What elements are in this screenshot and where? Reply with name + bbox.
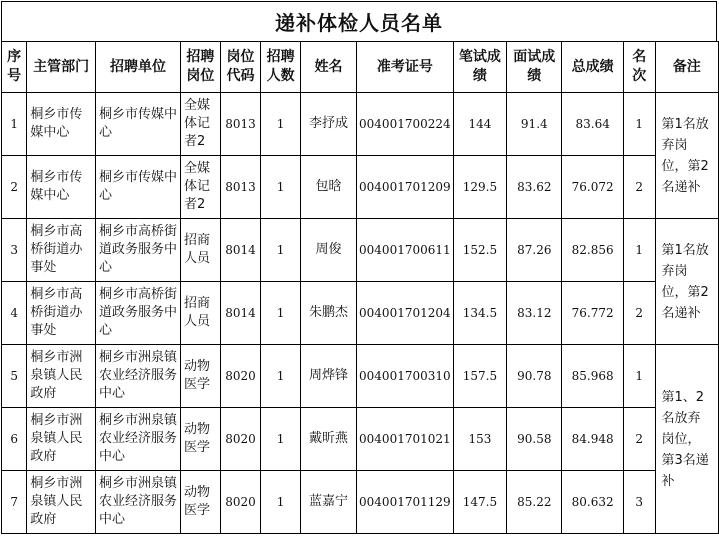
cell-name: 戴昕燕: [300, 408, 356, 471]
cell-code: 8014: [220, 282, 260, 345]
header-written: 笔试成绩: [453, 42, 506, 93]
header-dept: 主管部门: [27, 42, 96, 93]
cell-code: 8014: [220, 219, 260, 282]
cell-exam-id: 004001700310: [357, 345, 454, 408]
cell-count: 1: [261, 345, 301, 408]
candidate-table: [1, 41, 719, 534]
cell-no: 3: [2, 219, 27, 282]
cell-count: 1: [261, 471, 301, 534]
cell-rank: 2: [623, 156, 655, 219]
cell-rank: 1: [623, 93, 655, 156]
cell-unit: 桐乡市传媒中心: [96, 93, 181, 156]
cell-code: 8020: [220, 408, 260, 471]
cell-dept: 桐乡市传媒中心: [27, 93, 96, 156]
cell-total: 85.968: [562, 345, 623, 408]
cell-post: 招商人员: [180, 282, 220, 345]
cell-dept: 桐乡市高桥街道办事处: [27, 219, 96, 282]
cell-name: 周俊: [300, 219, 356, 282]
header-exam-id: 准考证号: [357, 42, 454, 93]
cell-post: 全媒体记者2: [180, 93, 220, 156]
table-row: [2, 408, 719, 471]
cell-no: 1: [2, 93, 27, 156]
header-name: 姓名: [300, 42, 356, 93]
cell-written: 129.5: [453, 156, 506, 219]
table-row: [2, 345, 719, 408]
cell-total: 76.072: [562, 156, 623, 219]
cell-exam-id: 004001701204: [357, 282, 454, 345]
cell-code: 8013: [220, 156, 260, 219]
cell-dept: 桐乡市洲泉镇人民政府: [27, 471, 96, 534]
cell-count: 1: [261, 408, 301, 471]
cell-count: 1: [261, 156, 301, 219]
cell-name: 李抒成: [300, 93, 356, 156]
header-interview: 面试成绩: [507, 42, 562, 93]
header-rank: 名次: [623, 42, 655, 93]
cell-total: 80.632: [562, 471, 623, 534]
cell-total: 82.856: [562, 219, 623, 282]
cell-no: 6: [2, 408, 27, 471]
cell-exam-id: 004001701209: [357, 156, 454, 219]
cell-name: 蓝嘉宁: [300, 471, 356, 534]
table-row: [2, 219, 719, 282]
cell-interview: 83.12: [507, 282, 562, 345]
cell-interview: 91.4: [507, 93, 562, 156]
cell-no: 4: [2, 282, 27, 345]
cell-note: 第1名放弃岗位，第2名递补: [655, 219, 718, 345]
cell-total: 83.64: [562, 93, 623, 156]
cell-interview: 83.62: [507, 156, 562, 219]
cell-interview: 87.26: [507, 219, 562, 282]
cell-rank: 3: [623, 471, 655, 534]
cell-written: 152.5: [453, 219, 506, 282]
cell-rank: 2: [623, 408, 655, 471]
table-row: [2, 93, 719, 156]
cell-interview: 90.58: [507, 408, 562, 471]
table-header-row: [2, 42, 719, 93]
cell-written: 144: [453, 93, 506, 156]
cell-total: 84.948: [562, 408, 623, 471]
cell-no: 2: [2, 156, 27, 219]
cell-count: 1: [261, 93, 301, 156]
header-code: 岗位代码: [220, 42, 260, 93]
cell-exam-id: 004001701021: [357, 408, 454, 471]
header-count: 招聘人数: [261, 42, 301, 93]
cell-unit: 桐乡市传媒中心: [96, 156, 181, 219]
header-total: 总成绩: [562, 42, 623, 93]
header-no: 序号: [2, 42, 27, 93]
cell-unit: 桐乡市高桥街道政务服务中心: [96, 219, 181, 282]
cell-unit: 桐乡市洲泉镇农业经济服务中心: [96, 471, 181, 534]
cell-unit: 桐乡市高桥街道政务服务中心: [96, 282, 181, 345]
cell-name: 周烨锋: [300, 345, 356, 408]
page-title: 递补体检人员名单: [1, 1, 717, 41]
cell-code: 8020: [220, 345, 260, 408]
cell-written: 157.5: [453, 345, 506, 408]
cell-post: 动物医学: [180, 408, 220, 471]
cell-note: 第1名放弃岗位，第2名递补: [655, 93, 718, 219]
cell-exam-id: 004001701129: [357, 471, 454, 534]
cell-name: 朱鹏杰: [300, 282, 356, 345]
cell-code: 8020: [220, 471, 260, 534]
cell-written: 153: [453, 408, 506, 471]
cell-no: 7: [2, 471, 27, 534]
cell-interview: 90.78: [507, 345, 562, 408]
cell-code: 8013: [220, 93, 260, 156]
cell-rank: 1: [623, 345, 655, 408]
cell-dept: 桐乡市洲泉镇人民政府: [27, 408, 96, 471]
cell-exam-id: 004001700611: [357, 219, 454, 282]
cell-rank: 2: [623, 282, 655, 345]
cell-dept: 桐乡市洲泉镇人民政府: [27, 345, 96, 408]
header-note: 备注: [655, 42, 718, 93]
cell-post: 动物医学: [180, 471, 220, 534]
cell-dept: 桐乡市高桥街道办事处: [27, 282, 96, 345]
table-row: [2, 282, 719, 345]
header-post: 招聘岗位: [180, 42, 220, 93]
cell-count: 1: [261, 219, 301, 282]
cell-no: 5: [2, 345, 27, 408]
cell-total: 76.772: [562, 282, 623, 345]
cell-rank: 1: [623, 219, 655, 282]
header-unit: 招聘单位: [96, 42, 181, 93]
cell-unit: 桐乡市洲泉镇农业经济服务中心: [96, 345, 181, 408]
cell-note: 第1、2名放弃岗位，第3名递补: [655, 345, 718, 534]
cell-post: 动物医学: [180, 345, 220, 408]
cell-exam-id: 004001700224: [357, 93, 454, 156]
cell-count: 1: [261, 282, 301, 345]
cell-interview: 85.22: [507, 471, 562, 534]
cell-post: 招商人员: [180, 219, 220, 282]
cell-name: 包晗: [300, 156, 356, 219]
cell-written: 134.5: [453, 282, 506, 345]
table-row: [2, 156, 719, 219]
cell-unit: 桐乡市洲泉镇农业经济服务中心: [96, 408, 181, 471]
table-row: [2, 471, 719, 534]
cell-written: 147.5: [453, 471, 506, 534]
cell-post: 全媒体记者2: [180, 156, 220, 219]
cell-dept: 桐乡市传媒中心: [27, 156, 96, 219]
